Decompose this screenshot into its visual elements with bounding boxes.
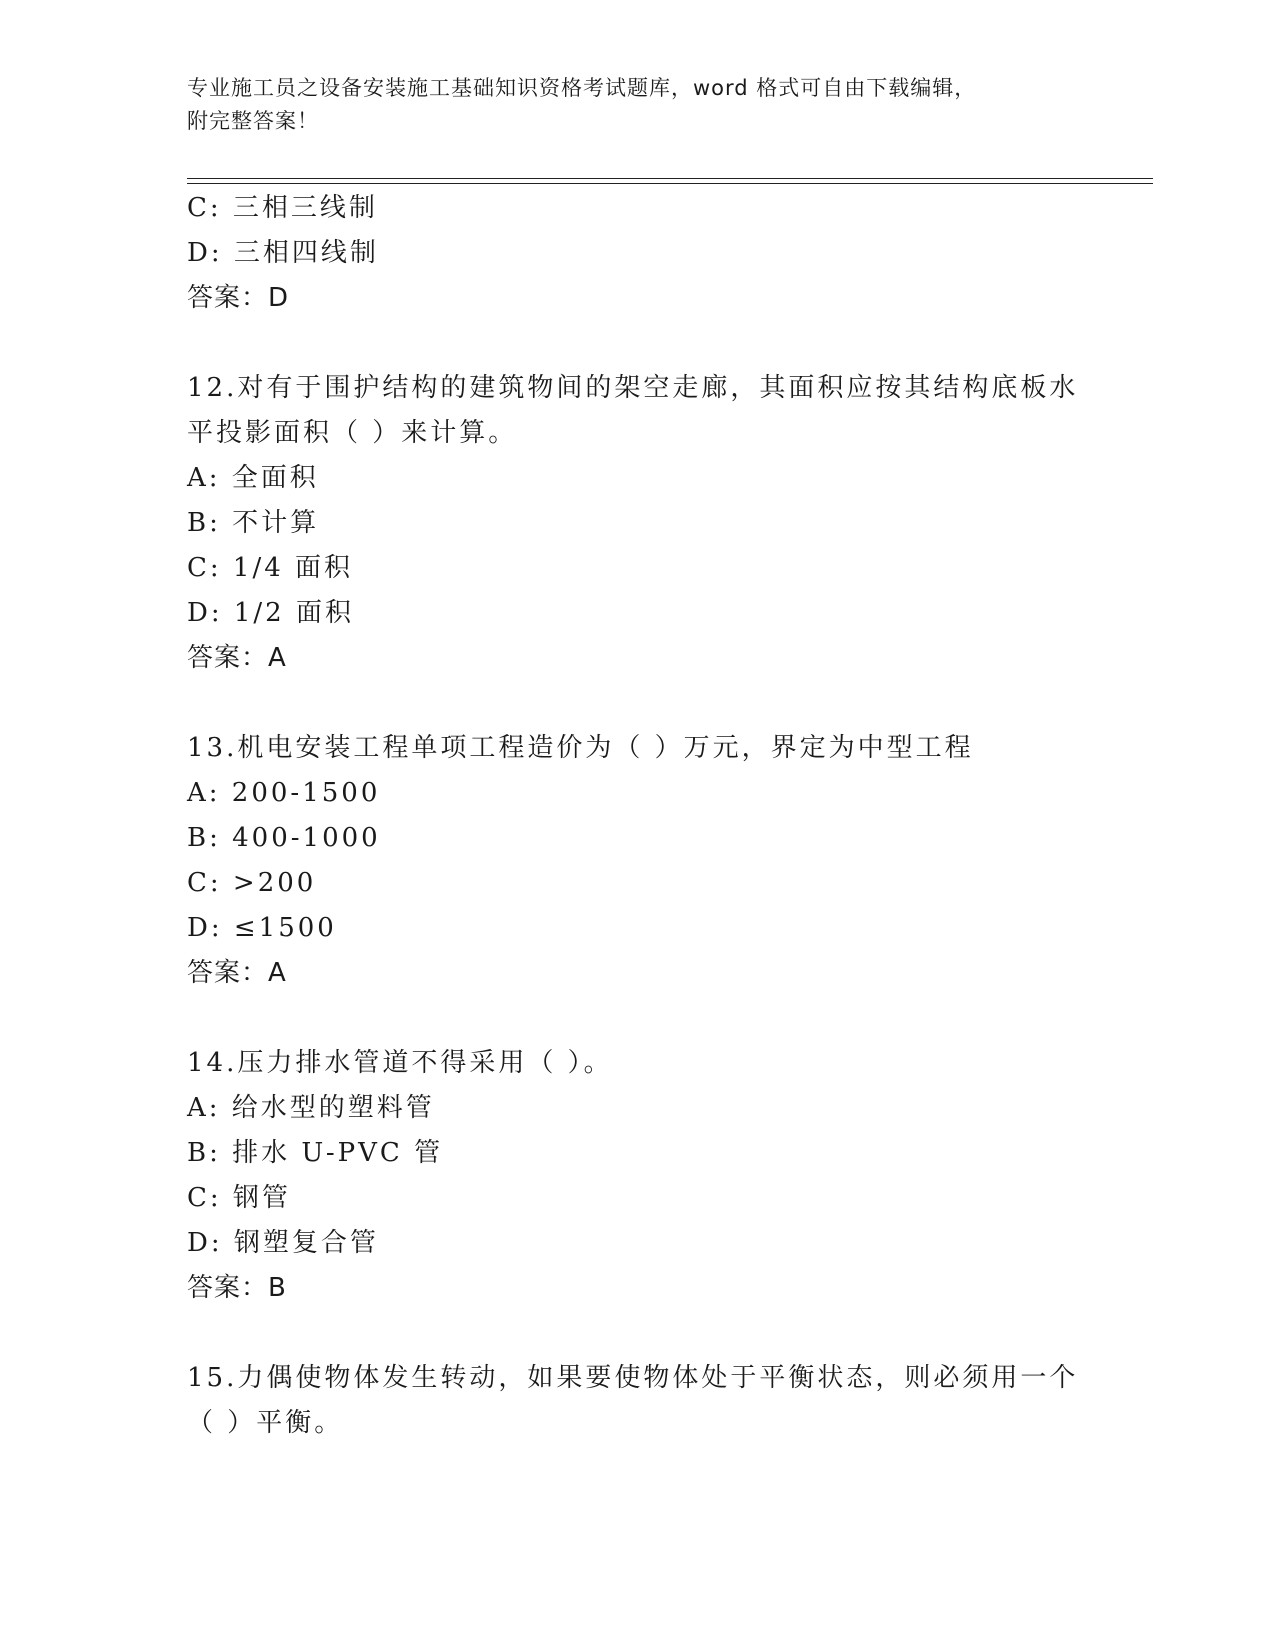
option-c: C: 三相三线制 bbox=[187, 193, 378, 223]
document-header bbox=[187, 72, 1087, 138]
option-b: B: 400-1000 bbox=[187, 823, 381, 853]
option-b: B: 排水 U-PVC 管 bbox=[187, 1138, 444, 1168]
answer-line: 答案：A bbox=[187, 643, 287, 673]
option-c: C: 1/4 面积 bbox=[187, 553, 354, 583]
option-d: D: ≤1500 bbox=[187, 913, 337, 943]
question-14: 14.压力排水管道不得采用（ ）。 bbox=[187, 1048, 613, 1078]
question-13: 13.机电安装工程单项工程造价为（ ）万元，界定为中型工程 bbox=[187, 733, 974, 763]
option-a: A: 全面积 bbox=[187, 463, 319, 493]
answer-line: 答案：A bbox=[187, 958, 287, 988]
option-c: C: >200 bbox=[187, 868, 317, 898]
option-d: D: 钢塑复合管 bbox=[187, 1228, 379, 1258]
option-d: D: 三相四线制 bbox=[187, 238, 379, 268]
answer-line: 答案：B bbox=[187, 1273, 287, 1303]
answer-line: 答案：D bbox=[187, 283, 290, 313]
option-b: B: 不计算 bbox=[187, 508, 320, 538]
option-c: C: 钢管 bbox=[187, 1183, 291, 1213]
header-line-2: 附完整答案！ bbox=[187, 109, 319, 133]
option-d: D: 1/2 面积 bbox=[187, 598, 354, 628]
header-rule-bottom bbox=[187, 183, 1153, 184]
question-12-line-1: 12.对有于围护结构的建筑物间的架空走廊，其面积应按其结构底板水 bbox=[187, 373, 1079, 403]
question-12-line-2: 平投影面积（ ）来计算。 bbox=[187, 418, 518, 448]
option-a: A: 200-1500 bbox=[187, 778, 381, 808]
option-a: A: 给水型的塑料管 bbox=[187, 1093, 435, 1123]
header-rule-top bbox=[187, 178, 1153, 179]
question-15-line-1: 15.力偶使物体发生转动，如果要使物体处于平衡状态，则必须用一个 bbox=[187, 1363, 1079, 1393]
header-line-1: 专业施工员之设备安装施工基础知识资格考试题库，word 格式可自由下载编辑， bbox=[187, 76, 977, 100]
question-15-line-2: （ ）平衡。 bbox=[187, 1408, 344, 1438]
